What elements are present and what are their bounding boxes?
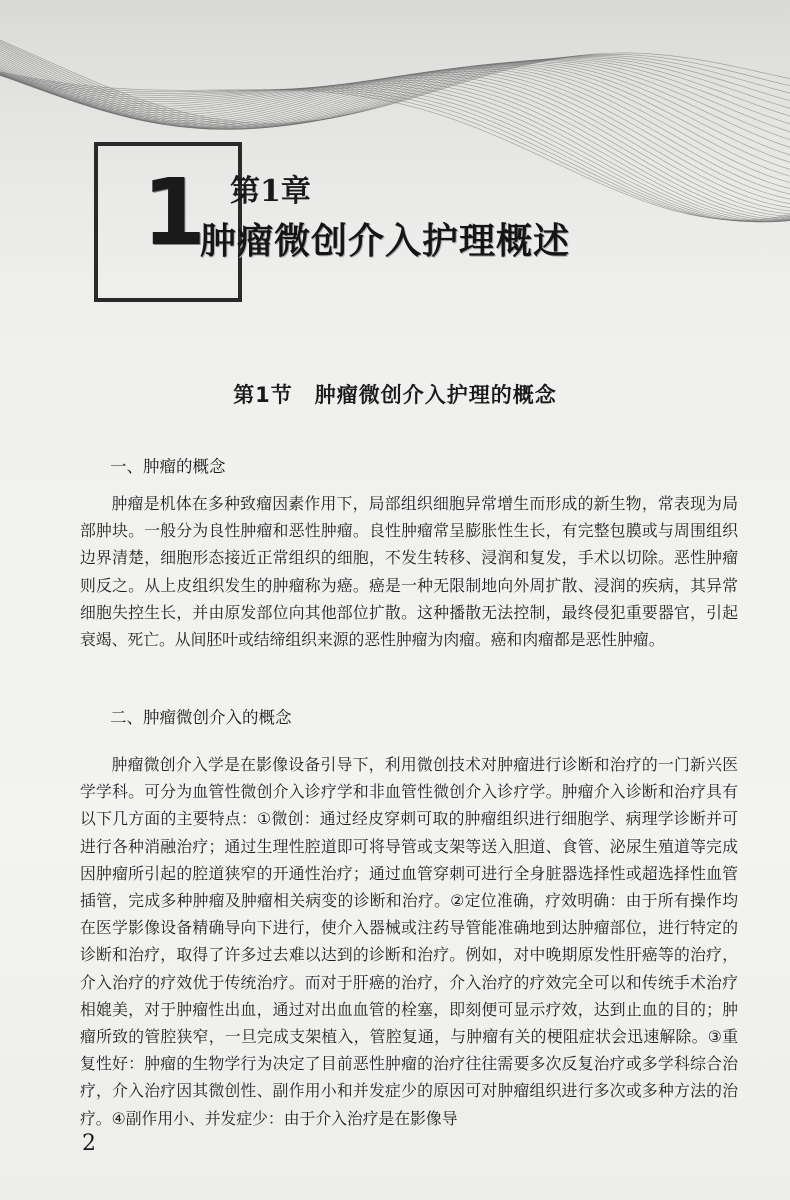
chapter-number: 1 [142,159,207,266]
page-number: 2 [82,1131,96,1156]
section-title: 第1节 肿瘤微创介入护理的概念 [233,383,557,407]
subsection-heading-interventional-concept: 二、肿瘤微创介入的概念 [110,708,292,727]
paragraph-tumor-concept: 肿瘤是机体在多种致瘤因素作用下，局部组织细胞异常增生而形成的新生物，常表现为局部肿块。一般分为良性肿瘤和恶性肿瘤。良性肿瘤常呈膨胀性生长，有完整包膜或与周围组织边界清楚，细胞形态接近正常组织的细胞，不发生转移、浸润和复发，手术以切除。恶性肿瘤则反之。从上皮组织发生的肿瘤称为癌。癌是一种无限制地向外周扩散、浸润的疾病，其异常细胞失控生长，并由原发部位向其他部位扩散。这种播散无法控制，最终侵犯重要器官，引起衰竭、死亡。从间胚叶或结缔组织来源的恶性肿瘤为肉瘤。癌和肉瘤都是恶性肿瘤。 [80,494,738,650]
paragraph-interventional-concept: 肿瘤微创介入学是在影像设备引导下，利用微创技术对肿瘤进行诊断和治疗的一门新兴医学学科。可分为血管性微创介入诊疗学和非血管性微创介入诊疗学。肿瘤介入诊断和治疗具有以下几方面的主要特点：①微创：通过经皮穿刺可取的肿瘤组织进行细胞学、病理学诊断并可进行各种消融治疗；通过生理性腔道即可将导管或支架等送入胆道、食管、泌尿生殖道等完成因肿瘤所引起的腔道狭窄的开通性治疗；通过血管穿刺可进行全身脏器选择性或超选择性血管插管，完成多种肿瘤及肿瘤相关病变的诊断和治疗。②定位准确，疗效明确：由于所有操作均在医学影像设备精确导向下进行，使介入器械或注药导管能准确地到达肿瘤部位，进行特定的诊断和治疗，取得了许多过去难以达到的诊断和治疗。例如，对中晚期原发性肝癌等的治疗，介入治疗的疗效优于传统治疗。而对于肝癌的治疗，介入治疗的疗效完全可以和传统手术治疗相媲美，对于肿瘤性出血，通过对出血血管的栓塞，即刻便可显示疗效，达到止血的目的；肿瘤所致的管腔狭窄，一旦完成支架植入，管腔复通，与肿瘤有关的梗阻症状会迅速解除。③重复性好：肿瘤的生物学行为决定了目前恶性肿瘤的治疗往往需要多次反复治疗或多学科综合治疗，介入治疗因其微创性、副作用小和并发症少的原因可对肿瘤组织进行多次或多种方法的治疗。④副作用小、并发症少：由于介入治疗是在影像导 [80,755,738,1128]
subsection-heading-tumor-concept: 一、肿瘤的概念 [110,457,226,476]
chapter-label: 第1章 [230,174,311,209]
chapter-title: 肿瘤微创介入护理概述 [200,220,571,262]
